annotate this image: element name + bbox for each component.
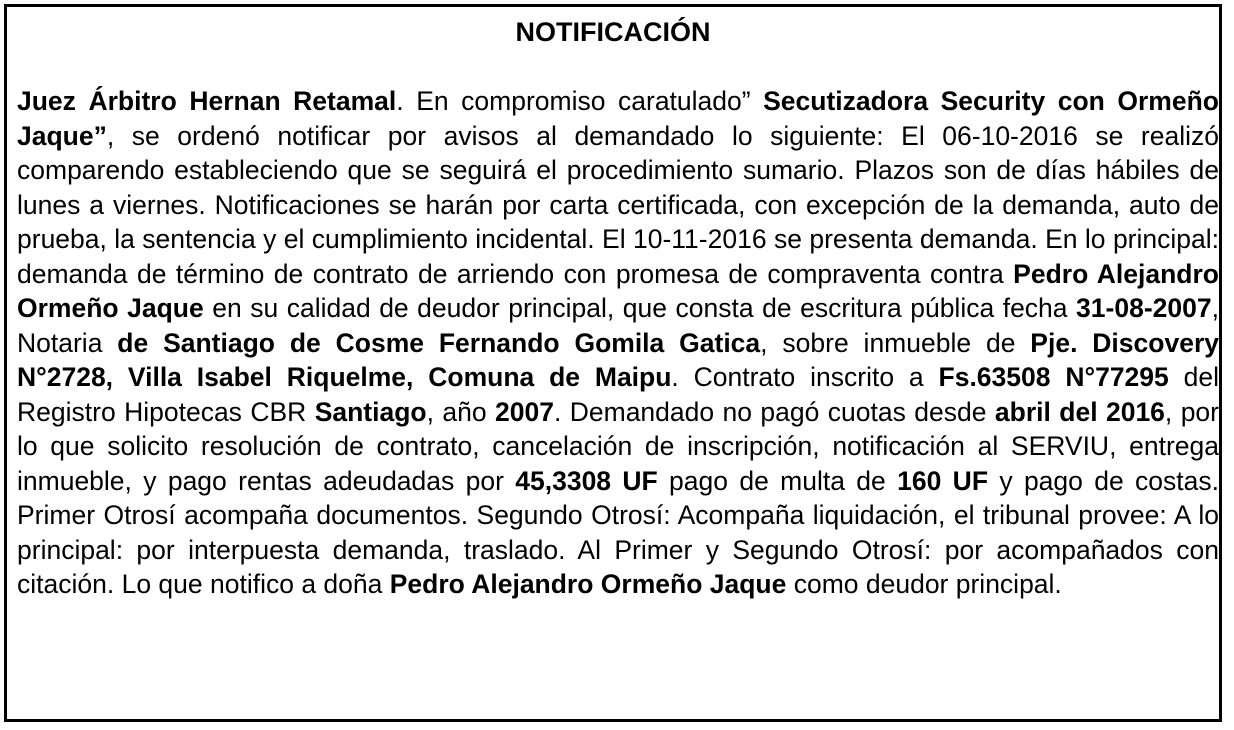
text-segment: , se ordenó notificar por avisos al demandado lo siguiente: El 06-10-2016 se realizó comparendo estableciendo que se seguirá el procedimiento sumario. Plazos son de días hábiles de lunes a viernes. Notificaciones se harán por carta certificada, con excepción de la demanda, auto de prueba, la sentencia y el cumplimiento incidental. El 10-11-2016 se presenta demanda. En lo principal: demanda de término de contrato de arriendo con promesa de compraventa contra [17,120,1219,289]
text-segment: y pago de costas. Primer Otrosí acompaña documentos. Segundo Otrosí: Acompaña liquidación, el tribunal provee: A lo principal: por interpuesta demanda, traslado. Al Primer y Segundo Otrosí: por acompañados con citación. Lo que notifico a doña [17,465,1219,599]
text-segment: . Demandado no pagó cuotas desde [553,396,995,427]
text-segment-bold: 160 UF [897,465,989,496]
text-segment-bold: abril del 2016 [994,396,1165,427]
text-segment-bold: 2007 [495,396,554,427]
text-segment: , por lo que solicito resolución de contrato, cancelación de inscripción, notificación al SERVIU, entrega inmueble, y pago rentas adeudadas por [17,396,1219,496]
text-segment-bold: Pje. Discovery N°2728, Villa Isabel Riquelme, Comuna de Maipu [17,327,1219,392]
text-segment-bold: Secutizadora Security con Ormeño Jaque” [17,86,1219,151]
text-segment-bold: de Santiago de Cosme Fernando Gomila Gatica [117,327,761,358]
text-segment: . Contrato inscrito a [671,362,939,392]
text-segment-bold: Santiago [314,396,427,427]
text-segment: pago de multa de [657,465,898,496]
notice-body [17,84,1219,602]
text-segment-bold: 45,3308 UF [515,465,658,496]
text-segment: , sobre inmueble de [760,327,1031,358]
text-segment: como deudor principal. [786,569,1062,599]
text-segment: , año [426,396,496,427]
text-segment-bold: Pedro Alejandro Ormeño Jaque [17,258,1219,323]
text-segment-bold: Pedro Alejandro Ormeño Jaque [389,569,787,599]
text-segment: del Registro Hipotecas CBR [17,362,1219,427]
text-segment: , Notaria [17,293,1219,358]
text-segment-bold: Juez Árbitro Hernan Retamal [17,86,397,116]
text-segment-bold: Fs.63508 N°77295 [938,362,1169,392]
text-segment: en su calidad de deudor principal, que consta de escritura pública fecha [203,293,1077,323]
text-segment-bold: 31-08-2007 [1076,293,1212,323]
text-segment: . En compromiso caratulado” [396,86,764,116]
notice-box [4,4,1222,722]
notice-title: NOTIFICACIÓN [515,17,711,47]
